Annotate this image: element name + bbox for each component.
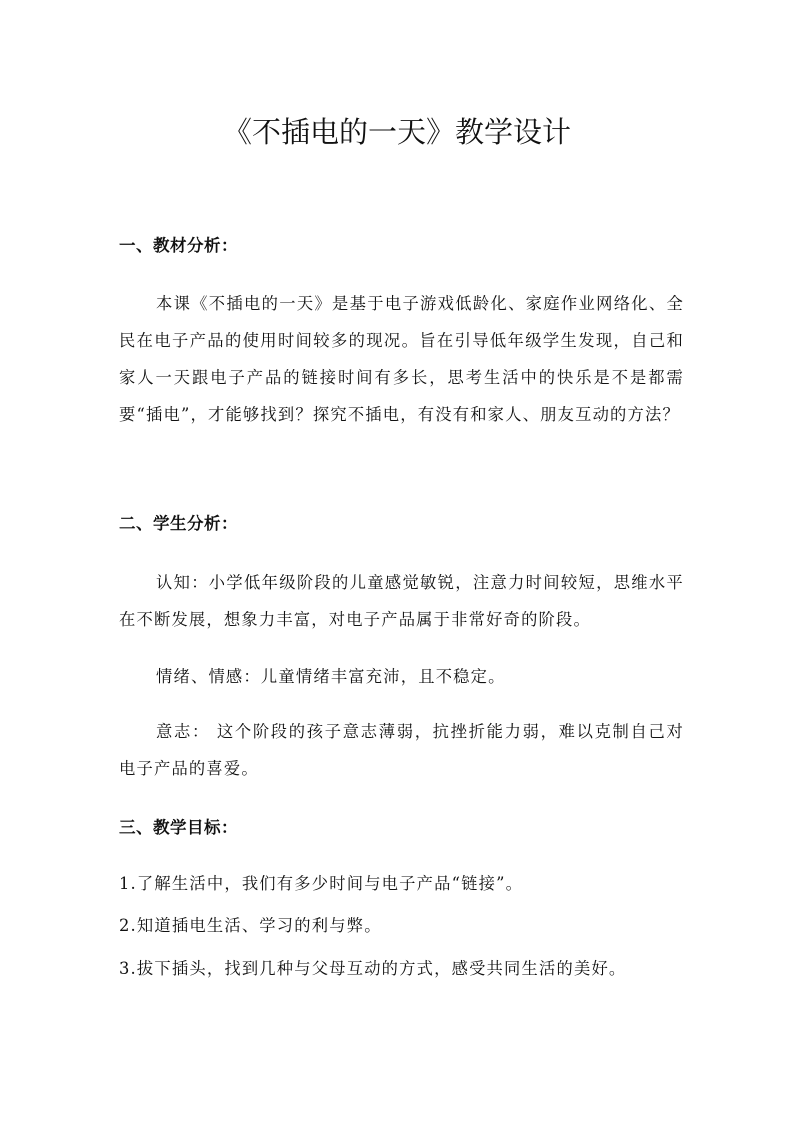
section-heading-material-analysis: 一、教材分析： [119, 236, 238, 255]
section-heading-teaching-goals: 三、教学目标： [119, 818, 238, 837]
will-paragraph: 意志： 这个阶段的孩子意志薄弱，抗挫折能力弱，难以克制自己对电子产品的喜爱。 [119, 722, 684, 778]
document-title: 《不插电的一天》教学设计 [222, 115, 571, 149]
emotion-paragraph: 情绪、情感：儿童情绪丰富充沛，且不稳定。 [156, 667, 506, 686]
material-analysis-paragraph: 本课《不插电的一天》是基于电子游戏低龄化、家庭作业网络化、全民在电子产品的使用时间较多的现况。旨在引导低年级学生发现，自己和家人一天跟电子产品的链接时间有多长，思考生活中的快乐是不是都需要“插电”，才能够找到？探究不插电，有没有和家人、朋友互动的方法？ [119, 294, 684, 424]
section-heading-student-analysis: 二、学生分析： [119, 514, 238, 533]
cognition-paragraph: 认知：小学低年级阶段的儿童感觉敏锐，注意力时间较短，思维水平在不断发展，想象力丰富，对电子产品属于非常好奇的阶段。 [119, 573, 684, 629]
teaching-goal-item: 1.了解生活中，我们有多少时间与电子产品“链接”。 [119, 874, 524, 893]
teaching-goal-item: 2.知道插电生活、学习的利与弊。 [119, 916, 382, 935]
teaching-goal-item: 3.拔下插头，找到几种与父母互动的方式，感受共同生活的美好。 [119, 959, 627, 978]
